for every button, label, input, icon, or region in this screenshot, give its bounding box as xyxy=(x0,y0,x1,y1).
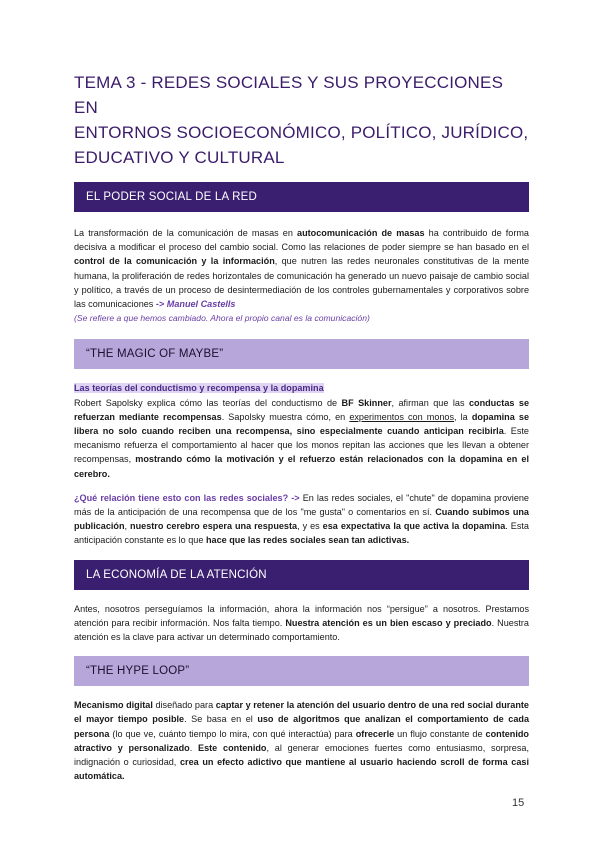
bold-phrase: hace que las redes sociales sean tan adictivas. xyxy=(205,535,410,546)
text-run: , y es xyxy=(297,521,323,532)
text-run: . xyxy=(189,742,199,753)
text-run: Robert Sapolsky explica cómo las teorías del conductismo de xyxy=(74,397,342,408)
text-run: En las redes sociales, el "chute" de dopamina proviene más de la anticipación de una recompensa que de los "me gusta" o comentarios en sí. xyxy=(74,492,529,518)
note-text: (Se refiere a que hemos cambiado. Ahora el propio canal es la comunicación) xyxy=(74,313,370,324)
paragraph-sapolsky xyxy=(74,396,529,481)
text-run: . Se basa en el xyxy=(184,714,258,725)
bold-phrase: crea un efecto adictivo que mantiene al usuario haciendo scroll de forma casi automática. xyxy=(74,757,529,782)
paragraph-redes-dopamina xyxy=(74,491,529,548)
text-run: Antes, nosotros perseguíamos la información, ahora la información nos “persigue” a nosotros. Prestamos atención para recibir información. Nos falta tiempo. xyxy=(74,603,529,628)
bold-phrase: contenido atractivo y personalizado xyxy=(74,728,529,753)
underlined-phrase: experimentos con monos xyxy=(349,411,455,422)
text-run: . Esta anticipación constante es lo que xyxy=(74,521,529,546)
text-run: . Este mecanismo refuerza el comportamiento al hacer que los monos repitan las acciones que les llevan a obtener recompensas, xyxy=(74,426,529,465)
text-run: . Nuestra atención es la clave para activar un determinado comportamiento. xyxy=(74,617,529,643)
bold-phrase: dopamina se libera no solo cuando reciben una recompensa, sino especialmente cuando anticipan recibirla xyxy=(74,411,529,437)
subheading-conductismo: Las teorías del conductismo y recompensa y la dopamina xyxy=(74,383,324,394)
bold-phrase: ofrecerle xyxy=(355,728,395,739)
bold-phrase: conductas se refuerzan mediante recompensas xyxy=(74,397,529,422)
section-heading-economia-atencion: LA ECONOMÍA DE LA ATENCIÓN xyxy=(74,560,529,590)
bold-phrase: uso de algoritmos que analizan el comportamiento de cada persona xyxy=(74,714,529,739)
text-run: . Sapolsky muestra cómo, en xyxy=(221,411,350,422)
bold-phrase: mostrando cómo la motivación y el refuerzo están relacionados con la dopamina en el cerebro. xyxy=(74,454,529,479)
text-run: diseñado para xyxy=(152,700,216,711)
bold-phrase: Este contenido xyxy=(198,742,267,753)
paragraph-hype-loop xyxy=(74,698,529,783)
section-heading-poder-social: EL PODER SOCIAL DE LA RED xyxy=(74,182,529,212)
bold-phrase: Cuando subimos una publicación xyxy=(74,507,529,532)
paragraph-atencion xyxy=(74,602,529,645)
section-heading-magic-of-maybe: “THE MAGIC OF MAYBE” xyxy=(74,339,529,369)
text-run: , xyxy=(124,521,131,532)
text-run: un flujo constante de xyxy=(394,728,486,739)
question-phrase: ¿Qué relación tiene esto con las redes sociales? -> xyxy=(74,492,300,503)
bold-phrase: BF Skinner xyxy=(341,397,392,408)
page-title: TEMA 3 - REDES SOCIALES Y SUS PROYECCIONES EN ENTORNOS SOCIOECONÓMICO, POLÍTICO, JURÍDICO, EDUCATIVO Y CULTURAL xyxy=(74,73,529,167)
bold-phrase: captar y retener la atención del usuario dentro de una red social durante el mayor tiempo posible xyxy=(74,700,529,725)
text-run: , afirman que las xyxy=(391,397,469,408)
page-number: 15 xyxy=(512,797,525,809)
section-heading-hype-loop: “THE HYPE LOOP” xyxy=(74,656,529,686)
paragraph-castells: La transformación de la comunicación de masas en autocomunicación de masas ha contribuido de forma decisiva a modificar el proceso del cambio social. Como las relaciones de poder siempre se han basado en el control de la comunicación y la información, que nutren las redes neuronales constitutivas de la mente humana, la proliferación de redes horizontales de comunicación ha generado un nuevo paisaje de cambio social y político, a través de un proceso de desintermediación de los controles gubernamentales y corporativos sobre las comunicaciones -> Manuel Castells (Se refiere a que hemos cambiado. Ahora el propio canal es la comunicación) xyxy=(74,228,529,324)
text-run: , al generar emociones fuertes como entusiasmo, sorpresa, indignación o curiosidad, xyxy=(74,742,529,768)
bold-phrase: Nuestra atención es un bien escaso y preciado xyxy=(285,617,492,628)
bold-phrase: Mecanismo digital xyxy=(74,700,153,711)
bold-phrase: esa expectativa la que activa la dopamina xyxy=(322,521,506,532)
text-run: (lo que ve, cuánto tiempo lo mira, con qué interactúa) para xyxy=(109,728,356,739)
text-run: , la xyxy=(454,411,472,422)
bold-phrase: nuestro cerebro espera una respuesta xyxy=(130,521,298,532)
author-citation: -> Manuel Castells xyxy=(155,299,236,310)
page-content xyxy=(74,70,529,783)
